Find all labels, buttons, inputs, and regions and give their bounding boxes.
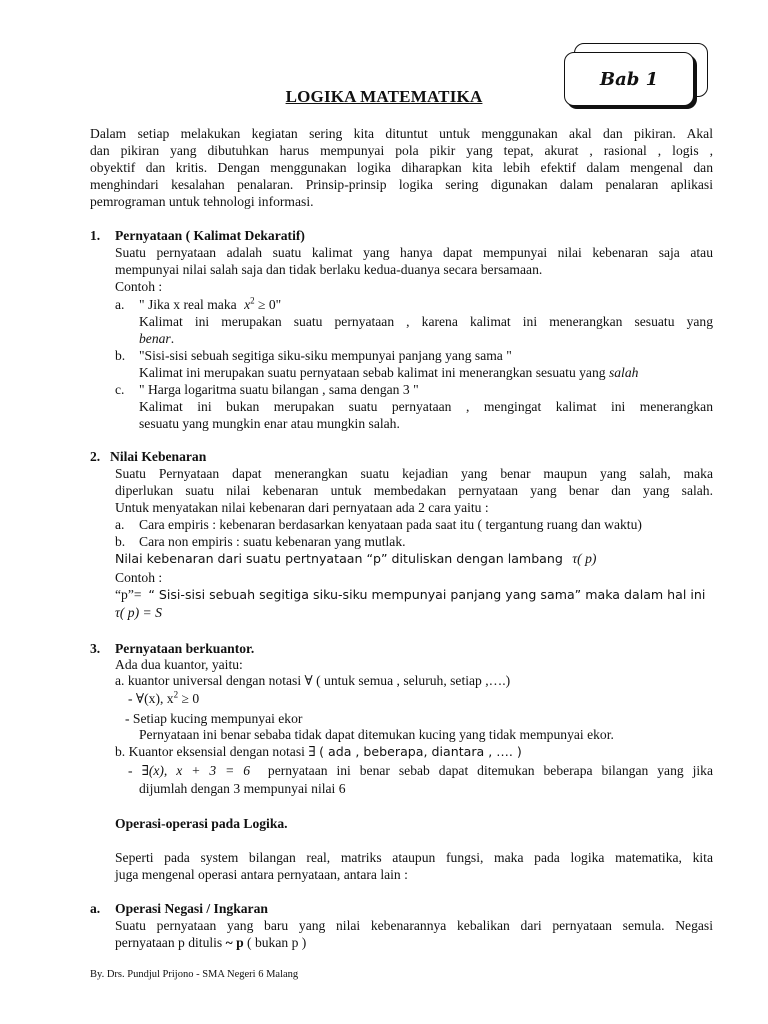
section-2-a-text: Cara empiris : kebenaran berdasarkan kenyataan pada saat itu ( tergantung ruang dan waktu) [139,517,642,532]
section-2-body-3: Untuk menyatakan nilai kebenaran dari pernyataan ada 2 cara yaitu : [115,500,489,515]
section-3-a-item-2: - Setiap kucing mempunyai ekor [125,711,303,726]
b-expl: Kalimat ini merupakan suatu pernyataan sebab kalimat ini menerangkan sesuatu yang [139,365,606,380]
section-2-number: 2. [90,449,101,464]
neg-symbol: ~ p [225,935,244,950]
intro-line-1: Dalam setiap melakukan kegiatan sering kita dituntut untuk menggunakan akal dan pikiran. Akal [90,126,713,141]
a-benar: benar [139,331,171,346]
section-1-def-1: Suatu pernyataan adalah suatu kalimat yang hanya dapat mempunyai nilai kebenaran saja atau [115,245,713,260]
section-1-c-label: c. [115,382,125,397]
b-item1-text: pernyataan ini benar sebab dapat ditemukan beberapa bilangan yang jika [267,763,713,778]
section-2-b-text: Cara non empiris : suatu kebenaran yang mutlak. [139,534,406,549]
a-close: " [275,297,282,312]
b-text-pre: b. Kuantor eksensial dengan notasi ∃ [115,744,320,759]
section-2-nilai-line [115,550,713,567]
negation-label: a. [90,901,101,916]
section-3-b-text [115,743,713,760]
section-1-a-label: a. [115,297,125,312]
negation-body-1: Suatu pernyataan yang baru yang nilai kebenarannya kebalikan dari pernyataan semula. Negasi [115,918,713,933]
section-1-c-statement: " Harga logaritma suatu bilangan , sama dengan 3 " [139,382,419,397]
section-1-a-explanation-end [139,330,713,347]
section-3-a-text: a. kuantor universal dengan notasi ∀ ( untuk semua , seluruh, setiap ,….) [115,673,511,688]
section-1-heading: Pernyataan ( Kalimat Dekaratif) [115,228,305,243]
negation-body-2 [115,934,713,951]
section-3-a-item-1 [128,690,199,707]
section-2-body-1: Suatu Pernyataan dapat menerangkan suatu kejadian yang benar maupun yang salah, maka [115,466,713,481]
section-2-a-label: a. [115,517,125,532]
section-2-heading: Nilai Kebenaran [110,449,207,464]
section-1-a-statement [139,296,281,313]
page-footer: By. Drs. Pundjul Prijono - SMA Negeri 6 Malang [90,969,299,980]
section-1-b-explanation [139,364,713,381]
intro-line-4: menghindari kesalahan penalaran. Prinsip-prinsip logika sering digunakan dalam penalaran aplikasi [90,177,713,192]
section-1-b-statement: "Sisi-sisi sebuah segitiga siku-siku mempunyai panjang yang sama " [139,348,512,363]
neg-post: ( bukan p ) [243,935,307,950]
badge-label: Bab 1 [599,68,659,90]
operations-heading: Operasi-operasi pada Logika. [115,816,288,831]
intro-line-2: dan pikiran yang dibutuhkan harus mempunyai pola pikir yang tepat, akurat , rasional , logis , [90,143,713,158]
a-item1-exp: 2 [173,689,179,700]
a-item1-pre: - ∀(x), x [128,691,174,706]
section-3-number: 3. [90,641,101,656]
negation-heading: Operasi Negasi / Ingkaran [115,901,268,916]
section-3-heading: Pernyataan berkuantor. [115,641,255,656]
intro-line-5: pemrograman untuk tehnologi informasi. [90,194,314,209]
section-3-b-item-1 [128,762,713,779]
nilai-text: Nilai kebenaran dari suatu pertnyataan “p” dituliskan dengan lambang [115,551,563,566]
section-2-contoh: Contoh : [115,570,163,585]
a-text: " Jika x real maka [139,297,237,312]
a-dot: . [170,331,175,346]
a-math-exp: 2 [250,295,255,306]
operations-body-2: juga mengenal operasi antara pernyataan, antara lain : [115,867,408,882]
section-2-body-2: diperlukan suatu nilai kebenaran untuk membedakan pernyataan yang benar dan yang salah. [115,483,713,498]
section-1-b-label: b. [115,348,126,363]
contoh-statement: “ Sisi-sisi sebuah segitiga siku-siku mempunyai panjang yang sama” maka dalam hal ini [148,587,706,602]
section-3-a-item-2-explanation: Pernyataan ini benar sebaba tidak dapat ditemukan kucing yang tidak mempunyai ekor. [139,727,614,742]
b-salah: salah [608,365,639,380]
b-item1-math: - ∃(x), x + 3 = 6 [128,763,251,778]
a-math-var: x [244,297,251,312]
tau-p-symbol: τ( p) [572,551,597,566]
a-math-rest: ≥ 0 [258,297,276,312]
page-title: LOGIKA MATEMATIKA [285,87,483,106]
section-1-c-explanation-2: sesuatu yang mungkin enar atau mungkin salah. [139,416,400,431]
section-1-c-explanation-1: Kalimat ini bukan merupakan suatu pernyataan , mengingat kalimat ini menerangkan [139,399,713,414]
section-1-contoh: Contoh : [115,279,163,294]
section-3-b-item-1-cont: dijumlah dengan 3 mempunyai nilai 6 [139,781,346,796]
contoh-p-eq: “p”= [115,587,142,602]
intro-line-3: obyektif dan kritis. Dengan menggunakan logika diharapkan kita lebih efektif dalam mengenal dan [90,160,713,175]
section-2-contoh-line-2: τ( p) = S [115,605,162,620]
neg-pre: pernyataan p ditulis [115,935,226,950]
b-text-post: ( ada , beberapa, diantara , …. ) [319,744,522,759]
a-item1-post: ≥ 0 [178,691,200,706]
section-1-number: 1. [90,228,101,243]
section-1-a-explanation: Kalimat ini merupakan suatu pernyataan , karena kalimat ini menerangkan sesuatu yang [139,314,713,329]
operations-body-1: Seperti pada system bilangan real, matriks ataupun fungsi, maka pada logika matematika, kita [115,850,713,865]
section-2-contoh-line-1 [115,586,713,603]
section-1-def-2: mempunyai nilai salah saja dan tidak berlaku kedua-duanya secara bersamaan. [115,262,543,277]
section-3-intro: Ada dua kuantor, yaitu: [115,657,243,672]
section-2-b-label: b. [115,534,126,549]
